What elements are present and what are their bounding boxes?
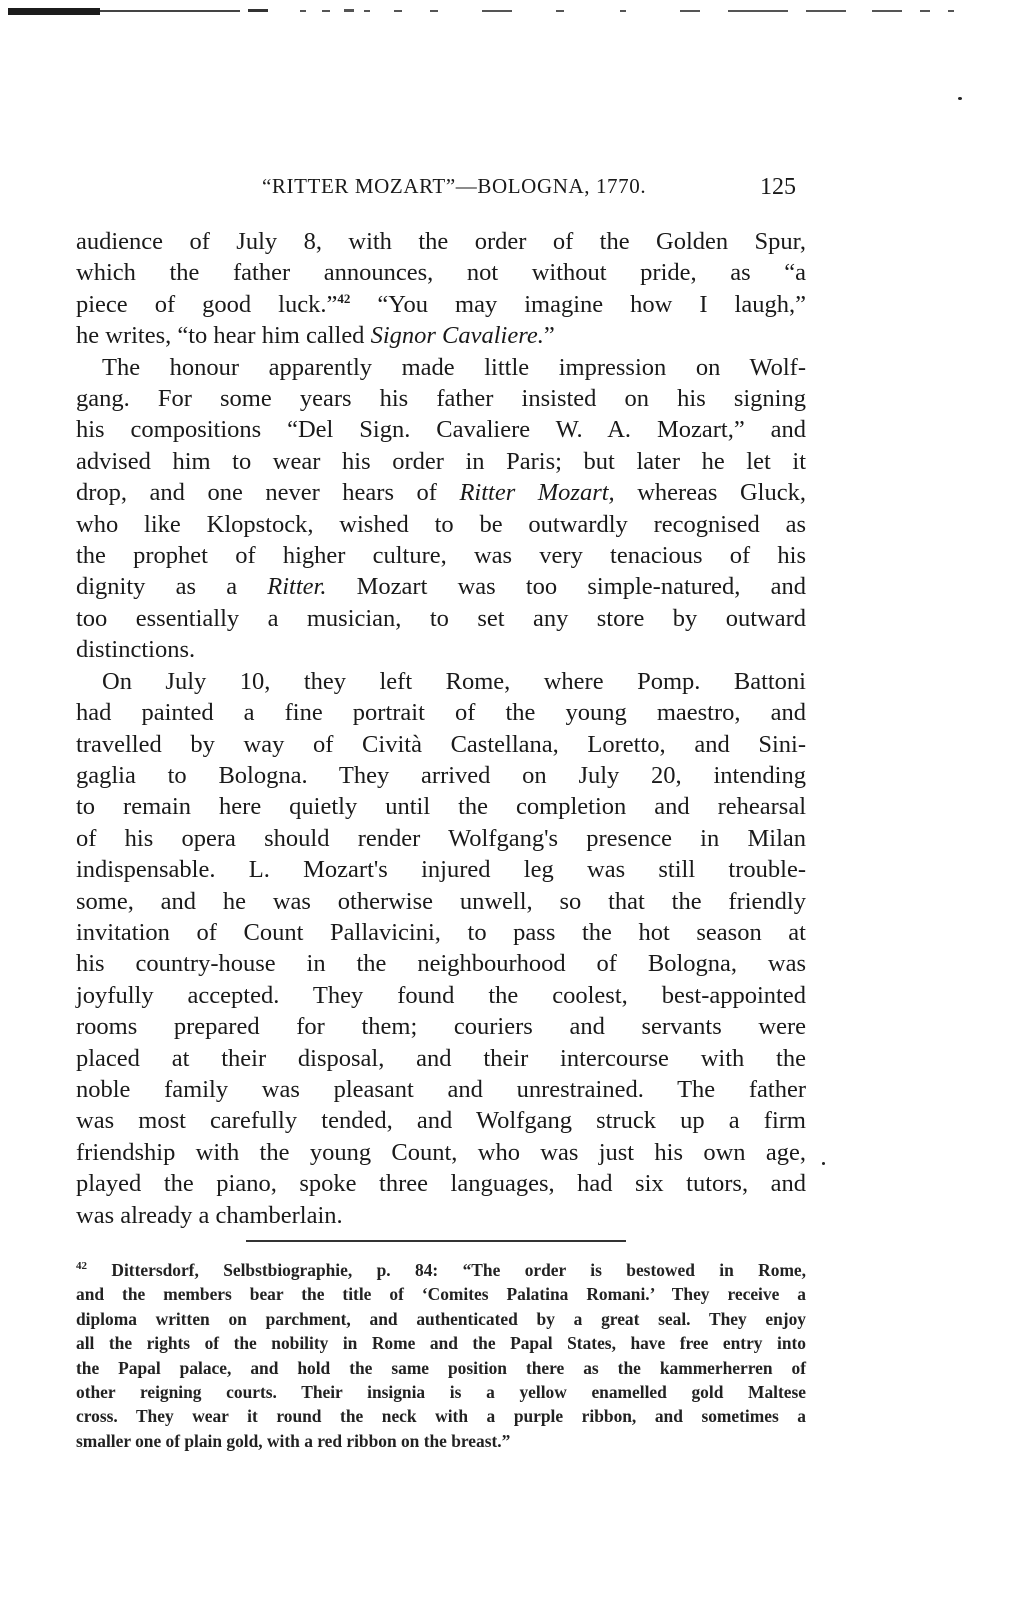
line-text: his country-house in the neighbourhood of Bologna, was [76,950,806,978]
line-text: noble family was pleasant and unrestrained. The father [76,1075,806,1103]
scan-speck [958,97,962,100]
footnote-line [76,1307,806,1331]
line-text: played the piano, spoke three languages, had six tutors, and [76,1170,806,1198]
line-text: rooms prepared for them; couriers and servants were [76,1013,806,1041]
line-text: joyfully accepted. They found the coolest, best-appointed [76,981,806,1009]
line-text: the Papal palace, and hold the same position there as the kammerherren of [76,1357,806,1378]
line-text: indispensable. L. Mozart's injured leg was still trouble- [76,856,806,884]
line-text: gang. For some years his father insisted on his signing [76,385,806,413]
body-line [76,540,806,571]
body-line [76,666,806,697]
body-line [76,1137,806,1168]
line-text: ” [543,322,555,350]
page-header [76,174,806,204]
body-line [76,477,806,508]
line-text: some, and he was otherwise unwell, so that the friendly [76,887,806,915]
footnote-line [76,1380,806,1404]
body-line [76,603,806,634]
body-line [76,1074,806,1105]
body-line [76,446,806,477]
body-line [76,729,806,760]
scan-noise-graphic [0,6,1034,20]
footnote-line [76,1356,806,1380]
body-line [76,634,806,665]
line-text: the prophet of higher culture, was very tenacious of his [76,542,806,570]
line-text: smaller one of plain gold, with a red ribbon on the breast.” [76,1430,511,1451]
body-line [76,571,806,602]
body-line [76,791,806,822]
body-line [76,980,806,1011]
line-text: was already a chamberlain. [76,1201,343,1229]
body-line [76,948,806,979]
footnote-marker: 42 [76,1260,87,1273]
line-text: friendship with the young Count, who was just his own age, [76,1138,806,1166]
footnote-rule [246,1240,626,1242]
body-line [76,352,806,383]
page-number: 125 [760,174,796,200]
line-text: gaglia to Bologna. They arrived on July 20, intending [76,761,806,789]
body-line [76,1168,806,1199]
running-head: “RITTER MOZART”—BOLOGNA, 1770. [262,174,647,198]
body-line [76,1043,806,1074]
footnote-reference: 42 [337,290,351,306]
line-text: of his opera should render Wolfgang's presence in Milan [76,824,806,852]
line-text: his compositions “Del Sign. Cavaliere W. A. Mozart,” and [76,416,806,444]
line-text: audience of July 8, with the order of the Golden Spur, [76,228,806,255]
body-line [76,854,806,885]
footnote-line [76,1429,806,1453]
footnote [76,1258,806,1453]
line-text: had painted a fine portrait of the young maestro, and [76,699,806,727]
line-text: cross. They wear it round the neck with a purple ribbon, and sometimes a [76,1406,806,1427]
line-text: travelled by way of Cività Castellana, Loretto, and Sini- [76,730,806,758]
line-text: to remain here quietly until the completion and rehearsal [76,793,806,821]
line-text: too essentially a musician, to set any store by outward [76,604,806,632]
line-text: The honour apparently made little impression on Wolf- [102,353,806,381]
line-text: was most carefully tended, and Wolfgang struck up a firm [76,1107,806,1135]
line-text: “You may imagine how I laugh,” [350,290,806,318]
body-line [76,760,806,791]
line-text: and the members bear the title of ‘Comites Palatina Romani.’ They receive a [76,1284,806,1305]
line-text: which the father announces, not without pride, as “a [76,259,806,287]
body-line [76,823,806,854]
line-text: drop, and one never hears of [76,479,460,507]
body-line [76,509,806,540]
line-text: he writes, “to hear him called [76,322,371,350]
body-line [76,289,806,320]
line-text: whereas Gluck, [614,479,806,507]
line-text: diploma written on parchment, and authenticated by a great seal. They enjoy [76,1308,806,1329]
footnote-line [76,1282,806,1306]
body-line [76,320,806,351]
body-line [76,1200,806,1231]
line-text: placed at their disposal, and their intercourse with the [76,1044,806,1072]
line-text: invitation of Count Pallavicini, to pass the hot season at [76,918,806,946]
line-text: advised him to wear his order in Paris; but later he let it [76,447,806,475]
body-line [76,257,806,288]
line-text: other reigning courts. Their insignia is a yellow enamelled gold Maltese [76,1382,806,1403]
body-text [76,226,806,1231]
footnote-line [76,1331,806,1355]
footnote-line [76,1258,806,1282]
footnote-line [76,1404,806,1428]
line-text: On July 10, they left Rome, where Pomp. Battoni [102,667,806,695]
body-line [76,886,806,917]
scan-edge-artifact [0,6,1034,20]
italic-text: Ritter. [267,573,327,601]
body-line [76,917,806,948]
line-text: Dittersdorf, Selbstbiographie, p. 84: “The order is bestowed in Rome, [111,1260,806,1280]
line-text: dignity as a [76,573,268,601]
body-line [76,1011,806,1042]
body-line [76,1105,806,1136]
line-text: all the rights of the nobility in Rome and the Papal States, have free entry into [76,1333,806,1354]
italic-text: Signor Cavaliere. [370,322,544,350]
body-line [76,226,806,257]
line-text: Mozart was too simple-natured, and [326,573,806,601]
italic-text: Ritter Mozart, [459,479,615,507]
scan-speck [822,1162,825,1165]
body-line [76,697,806,728]
body-line [76,414,806,445]
line-text: distinctions. [76,636,196,664]
line-text: who like Klopstock, wished to be outwardly recognised as [76,510,806,538]
line-text: piece of good luck.” [76,290,338,318]
body-line [76,383,806,414]
